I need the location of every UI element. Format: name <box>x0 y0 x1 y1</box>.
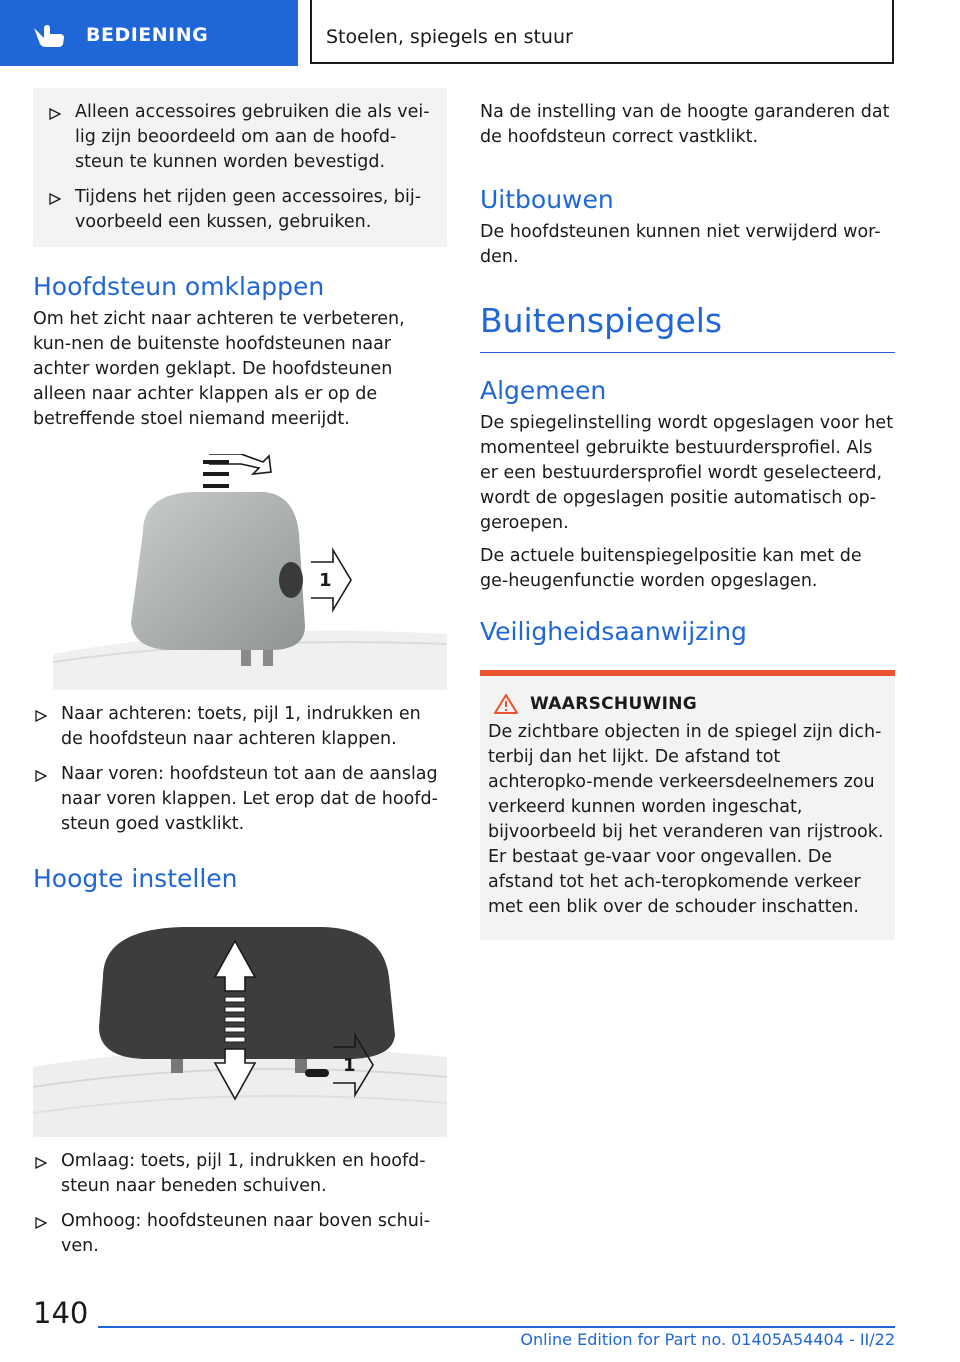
list-item: Omhoog: hoofdsteunen naar boven schui-ven. <box>33 1209 447 1259</box>
footer-rule <box>98 1326 895 1328</box>
edition-note: Online Edition for Part no. 01405A54404 - II/22 <box>520 1330 895 1349</box>
chapter-header <box>310 0 894 64</box>
warning-triangle-icon <box>494 694 518 714</box>
page-number: 140 <box>33 1296 89 1330</box>
chapter-title: Stoelen, spiegels en stuur <box>326 26 573 48</box>
list-item: Naar voren: hoofdsteun tot aan de aanslag naar voren klappen. Let erop dat de hoofd-steun goed vastklikt. <box>33 762 447 837</box>
section-heading-fold: Hoofdsteun omklappen <box>33 272 325 301</box>
fold-paragraph: Om het zicht naar achteren te verbeteren, kun-nen de buitenste hoofdsteunen naar achter worden geklapt. De hoofdsteunen alleen naar achter klappen als er op de betreffende stoel niemand meerijdt. <box>33 309 405 429</box>
list-item: Naar achteren: toets, pijl 1, indrukken en de hoofdsteun naar achteren klappen. <box>33 702 447 752</box>
bullet-triangle-icon <box>49 108 61 120</box>
height-headrest-figure <box>33 917 447 1137</box>
note-box <box>33 88 447 247</box>
warning-header <box>488 694 887 714</box>
height-instructions <box>33 1149 447 1259</box>
height-headrest-illustration <box>33 917 447 1137</box>
hand-pointer-icon <box>30 22 66 48</box>
warning-box <box>480 670 895 940</box>
fold-headrest-figure <box>33 454 447 690</box>
fold-instructions <box>33 702 447 837</box>
section-heading-general: Algemeen <box>480 376 607 405</box>
fold-figure-callout: 1 <box>319 570 332 591</box>
remove-paragraph: De hoofdsteunen kunnen niet verwijderd wor-den. <box>480 222 881 267</box>
chapter-heading-mirrors: Buitenspiegels <box>480 300 895 353</box>
list-item: Alleen accessoires gebruiken die als vei-lig zijn beoordeeld om aan de hoofd-steun te kunnen worden bevestigd. <box>47 100 433 175</box>
section-heading-safety: Veiligheidsaanwijzing <box>480 617 747 646</box>
section-heading-remove: Uitbouwen <box>480 185 614 214</box>
warning-title: WAARSCHUWING <box>530 694 698 714</box>
bullet-triangle-icon <box>49 193 61 205</box>
height-paragraph: Na de instelling van de hoogte garanderen dat de hoofdsteun correct vastklikt. <box>480 102 890 147</box>
section-tab <box>0 0 298 66</box>
bullet-triangle-icon <box>35 1217 47 1229</box>
section-heading-height: Hoogte instellen <box>33 864 238 893</box>
list-item: Omlaag: toets, pijl 1, indrukken en hoofd-steun naar beneden schuiven. <box>33 1149 447 1199</box>
general-paragraph-1: De spiegelinstelling wordt opgeslagen voor het momenteel gebruikte bestuurdersprofiel. Als er een bestuurdersprofiel wordt geselecteerd, wordt de opgeslagen positie automatisch op-geroepen. <box>480 413 894 533</box>
left-column <box>33 88 447 1269</box>
bullet-triangle-icon <box>35 770 47 782</box>
warning-text: De zichtbare objecten in de spiegel zijn dich-terbij dan het lijkt. De afstand tot achteropko-mende verkeersdeelnemers zou verkeerd kunnen worden ingeschat, bijvoorbeeld bij het veranderen van rijstrook. Er bestaat ge-vaar voor ongevallen. De afstand tot het ach-teropkomende verkeer met een blik over de schouder inschatten. <box>488 722 884 917</box>
bullet-triangle-icon <box>35 710 47 722</box>
bullet-triangle-icon <box>35 1157 47 1169</box>
list-item: Tijdens het rijden geen accessoires, bij-voorbeeld een kussen, gebruiken. <box>47 185 433 235</box>
fold-headrest-illustration <box>33 454 447 690</box>
right-column <box>480 88 895 940</box>
section-label: BEDIENING <box>86 24 209 46</box>
general-paragraph-2: De actuele buitenspiegelpositie kan met de ge-heugenfunctie worden opgeslagen. <box>480 546 862 591</box>
height-figure-callout: 1 <box>343 1055 356 1076</box>
